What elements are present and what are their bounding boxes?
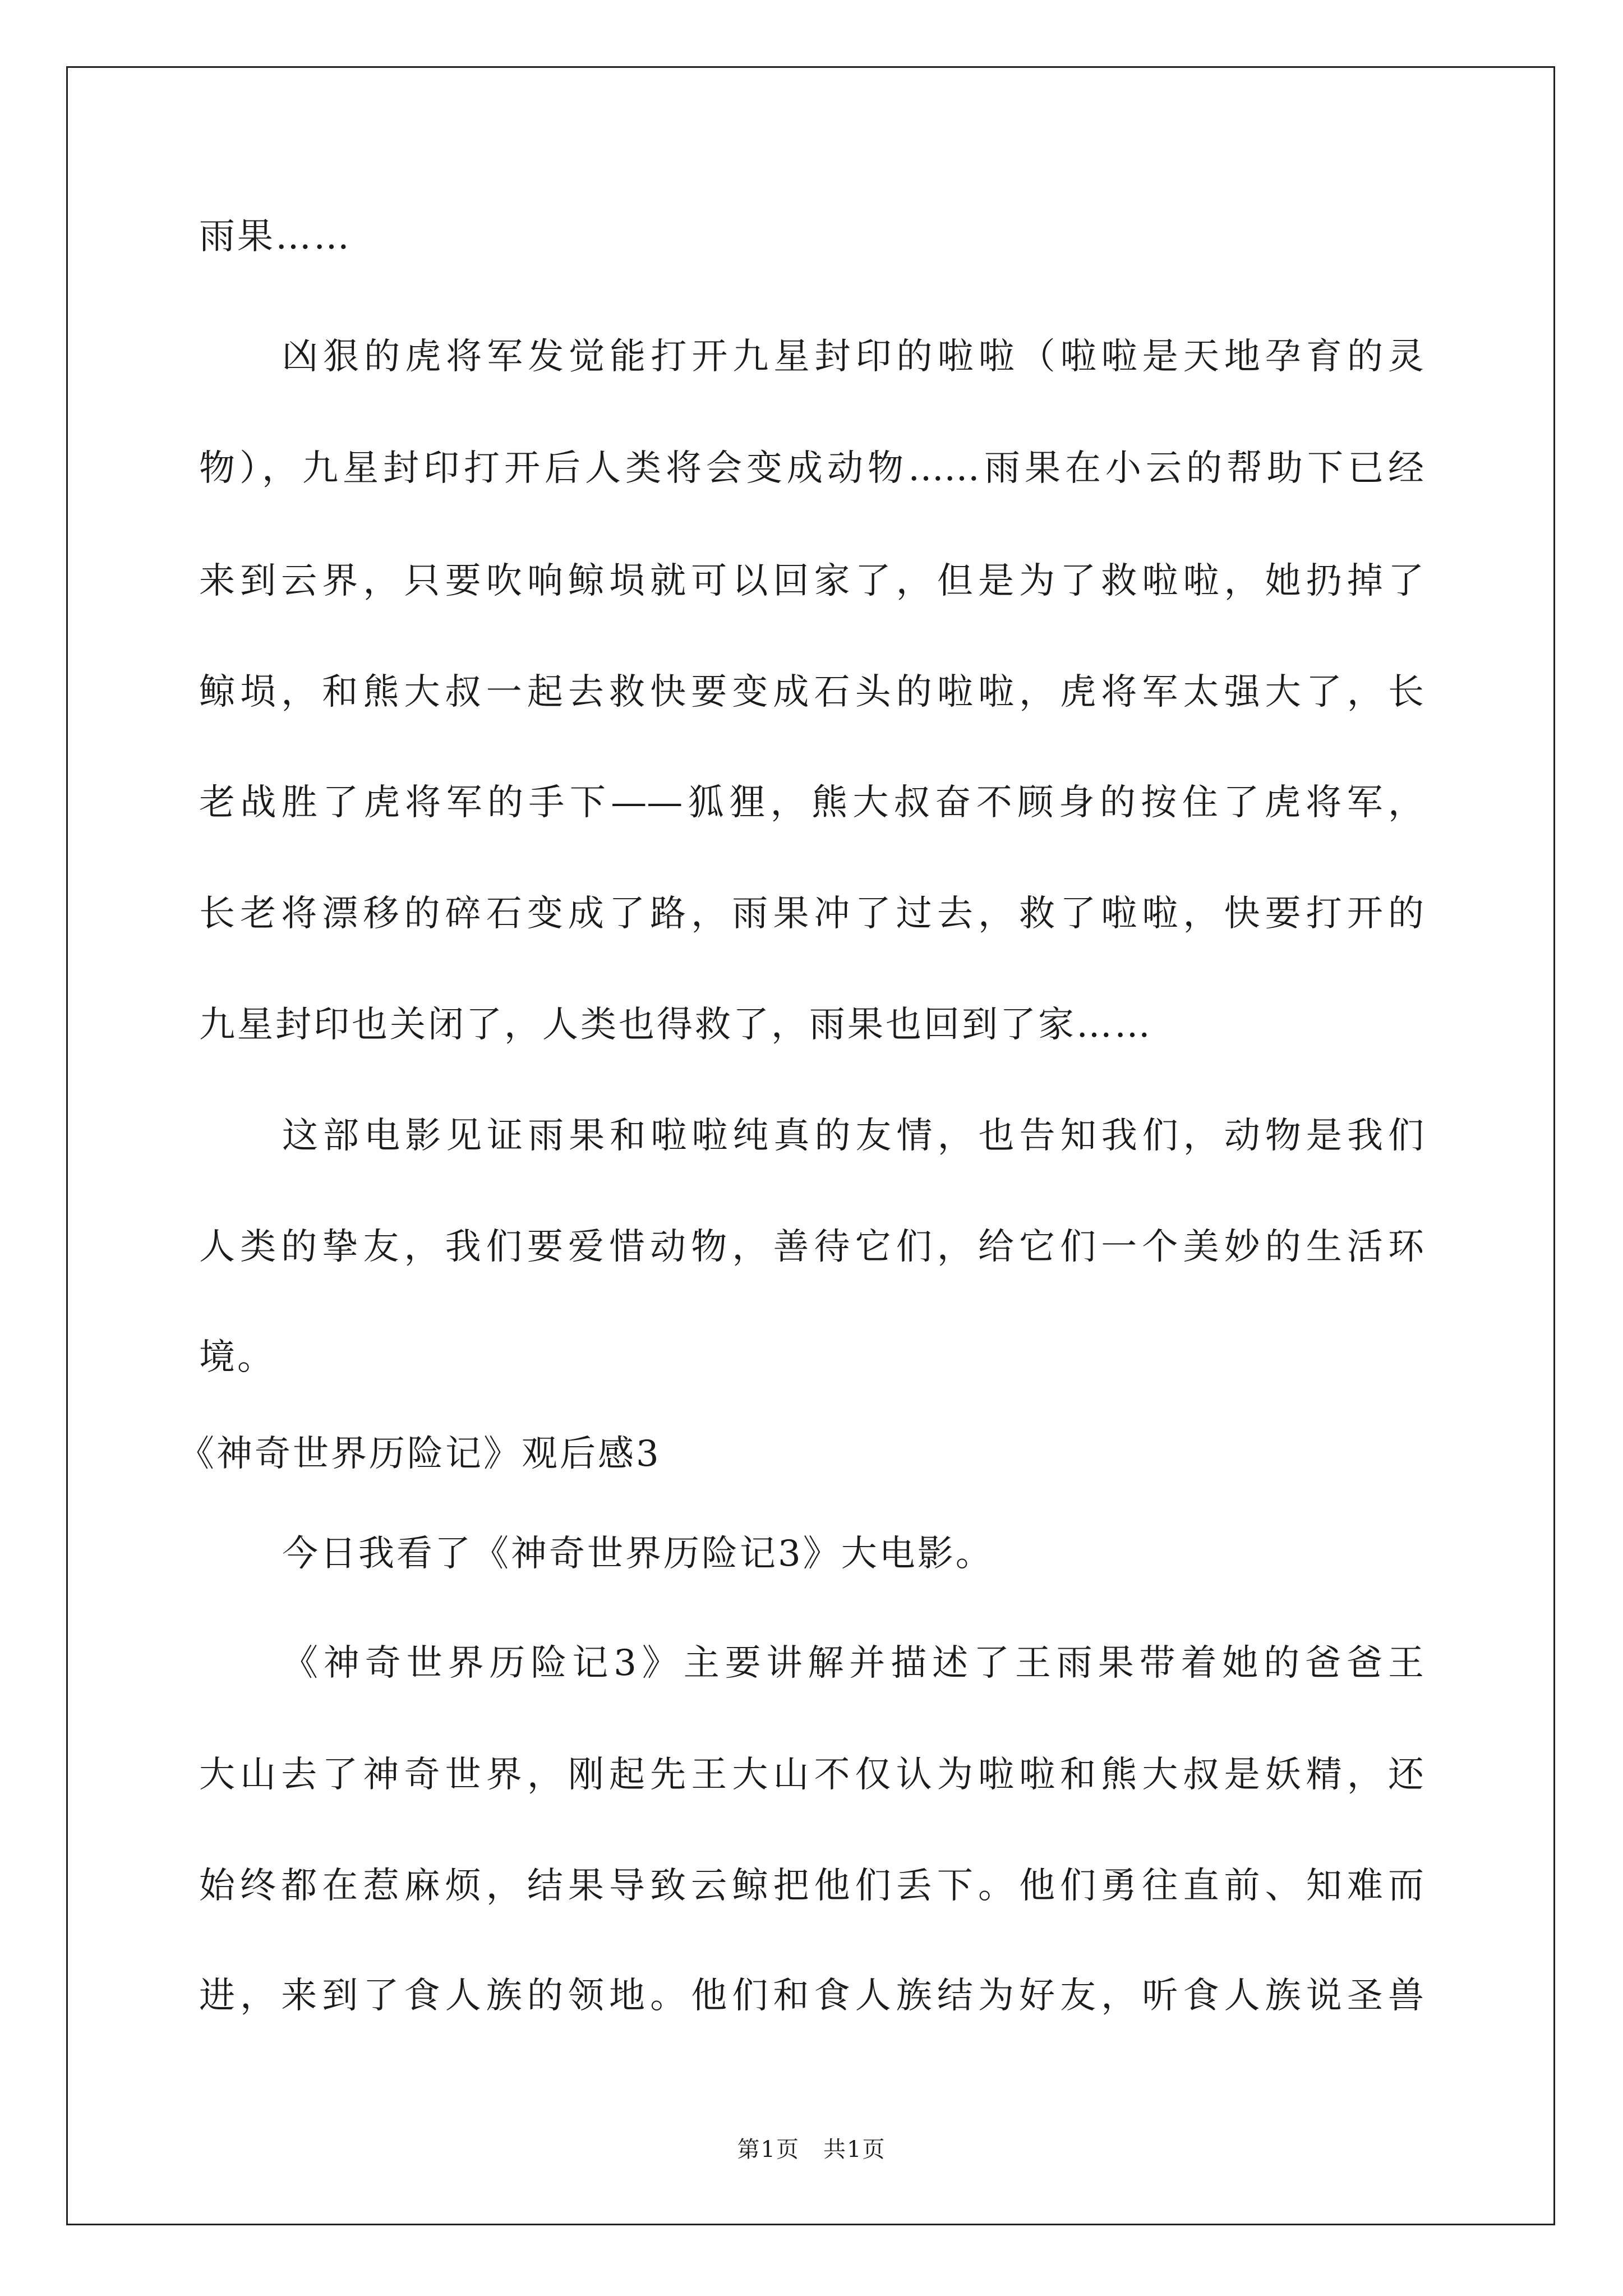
text-line: 境。 [199, 1337, 275, 1378]
text-line: 雨果…… [199, 216, 352, 257]
text-line: 老战胜了虎将军的手下——狐狸，熊大叔奋不顾身的按住了虎将军， [199, 782, 1424, 823]
text-line: 人类的挚友，我们要爱惜动物，善待它们，给它们一个美妙的生活环 [199, 1226, 1424, 1268]
paragraph-first-line: 《神奇世界历险记3》主要讲解并描述了王雨果带着她的爸爸王 [282, 1642, 1424, 1684]
text-line: 鲸埙，和熊大叔一起去救快要变成石头的啦啦，虎将军太强大了，长 [199, 671, 1424, 713]
text-line: 九星封印也关闭了，人类也得救了，雨果也回到了家…… [199, 1004, 1152, 1046]
text-line: 进，来到了食人族的领地。他们和食人族结为好友，听食人族说圣兽 [199, 1975, 1424, 2017]
paragraph-first-line: 今日我看了《神奇世界历险记3》大电影。 [282, 1533, 994, 1575]
text-line: 始终都在惹麻烦，结果导致云鲸把他们丢下。他们勇往直前、知难而 [199, 1865, 1424, 1907]
text-line: 物），九星封印打开后人类将会变成动物……雨果在小云的帮助下已经 [199, 448, 1424, 489]
section-heading: 《神奇世界历险记》观后感3 [178, 1433, 661, 1475]
page-number-footer: 第1页 共1页 [737, 2137, 886, 2162]
text-line: 来到云界，只要吹响鲸埙就可以回家了，但是为了救啦啦，她扔掉了 [199, 560, 1424, 602]
paragraph-first-line: 凶狠的虎将军发觉能打开九星封印的啦啦（啦啦是天地孕育的灵 [282, 336, 1424, 378]
text-line: 长老将漂移的碎石变成了路，雨果冲了过去，救了啦啦，快要打开的 [199, 893, 1424, 935]
paragraph-first-line: 这部电影见证雨果和啦啦纯真的友情，也告知我们，动物是我们 [282, 1115, 1424, 1157]
text-line: 大山去了神奇世界，刚起先王大山不仅认为啦啦和熊大叔是妖精，还 [199, 1754, 1424, 1796]
